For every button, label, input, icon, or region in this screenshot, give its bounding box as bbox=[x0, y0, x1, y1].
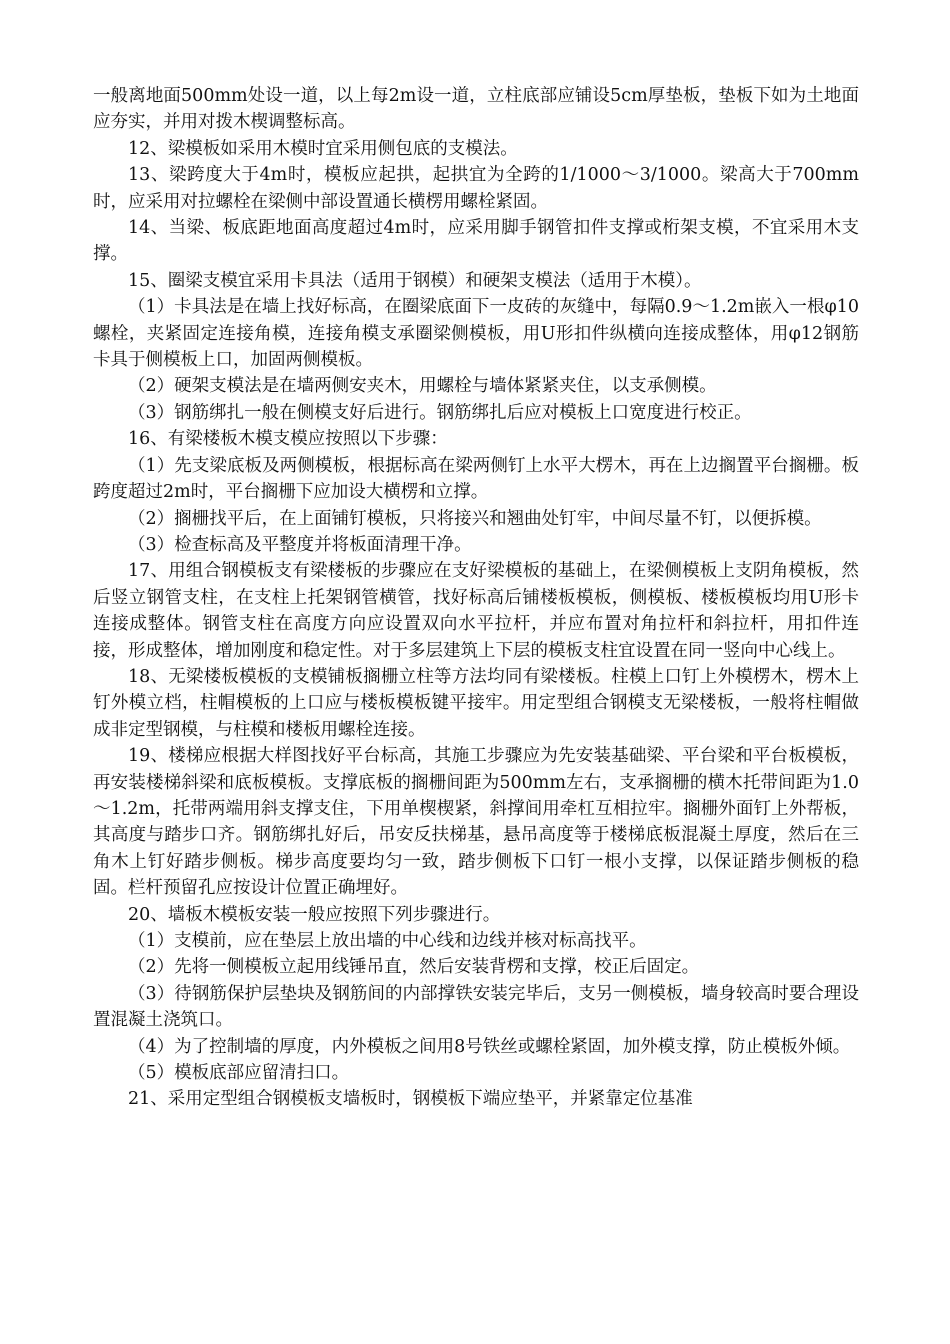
paragraph-10: （1）先支梁底板及两侧模板，根据标高在梁两侧钉上水平大楞木，再在上边搁置平台搁栅。板跨度超过2m时，平台搁栅下应加设大横楞和立撑。 bbox=[93, 455, 859, 503]
paragraph-20: （4）为了控制墙的厚度，内外模板之间用8号铁丝或螺栓紧固，加外模支撑，防止模板外倾。 bbox=[128, 1036, 851, 1057]
paragraph-9: 16、有梁楼板木模支模应按照以下步骤： bbox=[128, 429, 448, 450]
paragraph-22: 21、采用定型组合钢模板支墙板时，钢模板下端应垫平，并紧靠定位基准 bbox=[128, 1089, 693, 1110]
paragraph-6: （1）卡具法是在墙上找好标高，在圈梁底面下一皮砖的灰缝中，每隔0.9～1.2m嵌入一根φ10螺栓，夹紧固定连接角模，连接角模支承圈梁侧模板，用U形扣件纵横向连接成整体，用φ12钢筋卡具于侧模板上口，加固两侧模板。 bbox=[93, 297, 859, 371]
paragraph-11: （2）搁栅找平后，在上面铺钉模板，只将接兴和翘曲处钉牢，中间尽量不钉，以便拆模。 bbox=[128, 508, 822, 529]
paragraph-14: 18、无梁楼板模板的支模铺板搁栅立柱等方法均同有梁楼板。柱模上口钉上外模楞木，楞木上钉外模立档，柱帽模板的上口应与楼板模板键平接牢。用定型组合钢模支无梁楼板，一般将柱帽做成非定型钢模，与柱模和楼板用螺栓连接。 bbox=[93, 666, 859, 740]
paragraph-16: 20、墙板木模板安装一般应按照下列步骤进行。 bbox=[128, 904, 501, 925]
paragraph-1: 一般离地面500mm处设一道，以上每2m设一道，立柱底部应铺设5cm厚垫板，垫板下如为土地面应夯实，并用对拨木楔调整标高。 bbox=[93, 86, 859, 133]
paragraph-4: 14、当梁、板底距地面高度超过4m时，应采用脚手钢管扣件支撑或桁架支模，不宜采用木支撑。 bbox=[93, 218, 859, 265]
paragraph-21: （5）模板底部应留清扫口。 bbox=[128, 1063, 350, 1084]
paragraph-15: 19、楼梯应根据大样图找好平台标高，其施工步骤应为先安装基础梁、平台梁和平台板模板，再安装楼梯斜梁和底板模板。支撑底板的搁栅间距为500mm左右，支承搁栅的横木托带间距为1.0～1.2m，托带两端用斜支撑支住，下用单楔楔紧，斜撑间用牵杠互相拉牢。搁栅外面钉上外帮板，其高度与踏步口齐。钢筋绑扎好后，吊安反扶梯基，悬吊高度等于楼梯底板混凝土厚度，然后在三角木上钉好踏步侧板。梯步高度要均匀一致，踏步侧板下口钉一根小支撑，以保证踏步侧板的稳固。栏杆预留孔应按设计位置正确埋好。 bbox=[93, 746, 860, 899]
paragraph-18: （2）先将一侧模板立起用线锤吊直，然后安装背楞和支撑，校正后固定。 bbox=[128, 957, 700, 978]
paragraph-5: 15、圈梁支模宜采用卡具法（适用于钢模）和硬架支模法（适用于木模）。 bbox=[128, 270, 702, 291]
paragraph-19: （3）待钢筋保护层垫块及钢筋间的内部撑铁安装完毕后，支另一侧模板，墙身较高时要合理设置混凝土浇筑口。 bbox=[93, 983, 859, 1031]
document-page bbox=[93, 83, 859, 1113]
paragraph-12: （3）检查标高及平整度并将板面清理干净。 bbox=[128, 534, 472, 555]
paragraph-3: 13、梁跨度大于4m时，模板应起拱，起拱宜为全跨的1/1000～3/1000。梁高大于700mm时，应采用对拉螺栓在梁侧中部设置通长横楞用螺栓紧固。 bbox=[93, 165, 859, 212]
paragraph-7: （2）硬架支模法是在墙两侧安夹木，用螺栓与墙体紧紧夹住，以支承侧模。 bbox=[128, 376, 717, 397]
paragraph-17: （1）支模前，应在垫层上放出墙的中心线和边线并核对标高找平。 bbox=[128, 931, 647, 951]
paragraph-8: （3）钢筋绑扎一般在侧模支好后进行。钢筋绑扎后应对模板上口宽度进行校正。 bbox=[128, 402, 752, 423]
paragraph-2: 12、梁模板如采用木模时宜采用侧包底的支模法。 bbox=[128, 138, 518, 159]
paragraph-13: 17、用组合钢模板支有梁楼板的步骤应在支好梁模板的基础上，在梁侧模板上支阴角模板，然后竖立钢管支柱，在支柱上托架钢管横管，找好标高后铺楼板模板，侧模板、楼板模板均用U形卡连接成整体。钢管支柱在高度方向应设置双向水平拉杆，并应布置对角拉杆和斜拉杆，用扣件连接，形成整体，增加刚度和稳定性。对于多层建筑上下层的模板支柱宜设置在同一竖向中心线上。 bbox=[93, 561, 859, 661]
